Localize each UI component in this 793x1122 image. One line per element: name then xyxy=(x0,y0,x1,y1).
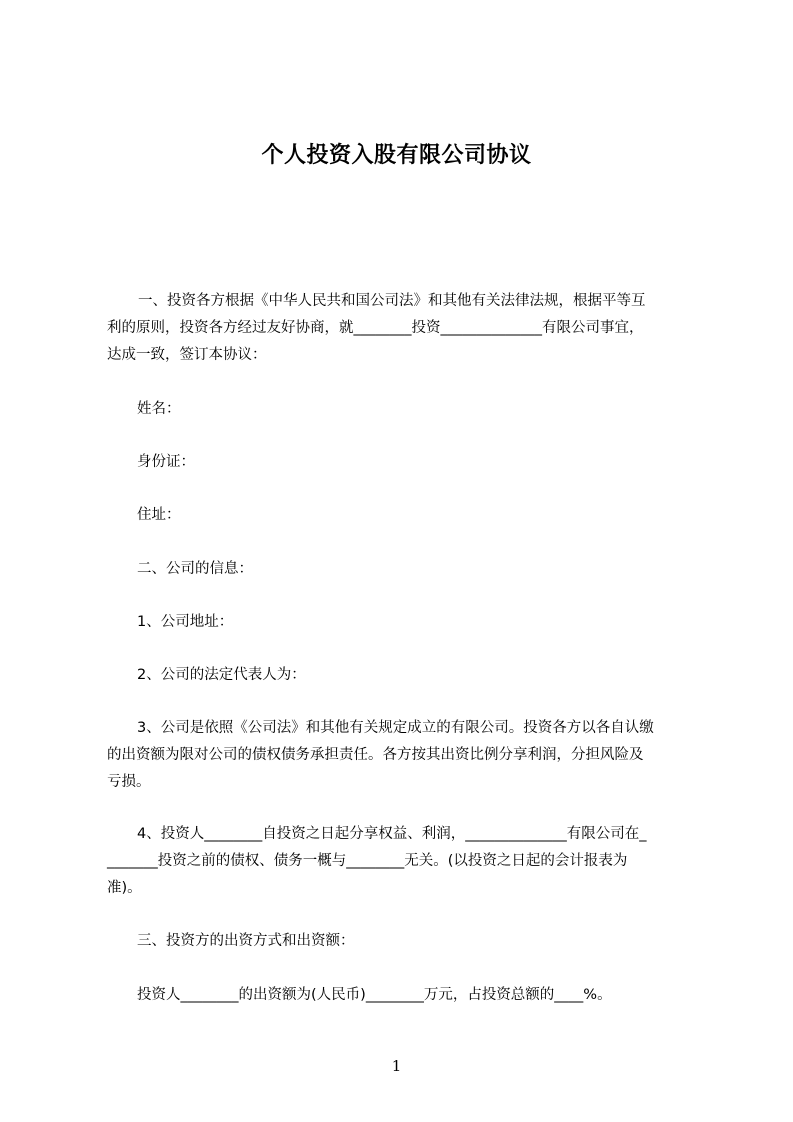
page-number: 1 xyxy=(391,1057,402,1075)
section2-item2: 2、公司的法定代表人为： xyxy=(137,667,306,683)
section3-line1: 投资人________的出资额为(人民币)________万元，占投资总额的____%。 xyxy=(137,987,612,1003)
section2-item3-line1: 3、公司是依照《公司法》和其他有关规定成立的有限公司。投资各方以各自认缴 xyxy=(137,720,654,736)
field-id-card-label: 身份证： xyxy=(137,454,195,470)
section2-item1: 1、公司地址： xyxy=(137,614,234,630)
section1-line2: 利的原则，投资各方经过友好协商，就________投资______________有限公司事宜， xyxy=(107,320,644,336)
field-name-label: 姓名： xyxy=(137,401,181,417)
section3-heading: 三、投资方的出资方式和出资额： xyxy=(137,933,355,949)
section2-item3-line2: 的出资额为限对公司的债权债务承担责任。各方按其出资比例分享利润，分担风险及 xyxy=(107,747,644,763)
section2-item3-line3: 亏损。 xyxy=(107,774,151,790)
section2-item4-line2: _______投资之前的债权、债务一概与________无关。(以投资之日起的会计报表为 xyxy=(107,853,628,869)
document-title: 个人投资入股有限公司协议 xyxy=(261,143,532,168)
section2-item4-line1: 4、投资人________自投资之日起分享权益、利润，______________有限公司在_ xyxy=(137,826,647,842)
section2-item4-line3: 准)。 xyxy=(107,880,142,896)
field-address-label: 住址： xyxy=(137,507,181,523)
section1-line1: 一、投资各方根据《中华人民共和国公司法》和其他有关法律法规，根据平等互 xyxy=(138,293,646,309)
section1-line3: 达成一致，签订本协议： xyxy=(107,347,267,363)
section2-heading: 二、公司的信息： xyxy=(137,561,253,577)
